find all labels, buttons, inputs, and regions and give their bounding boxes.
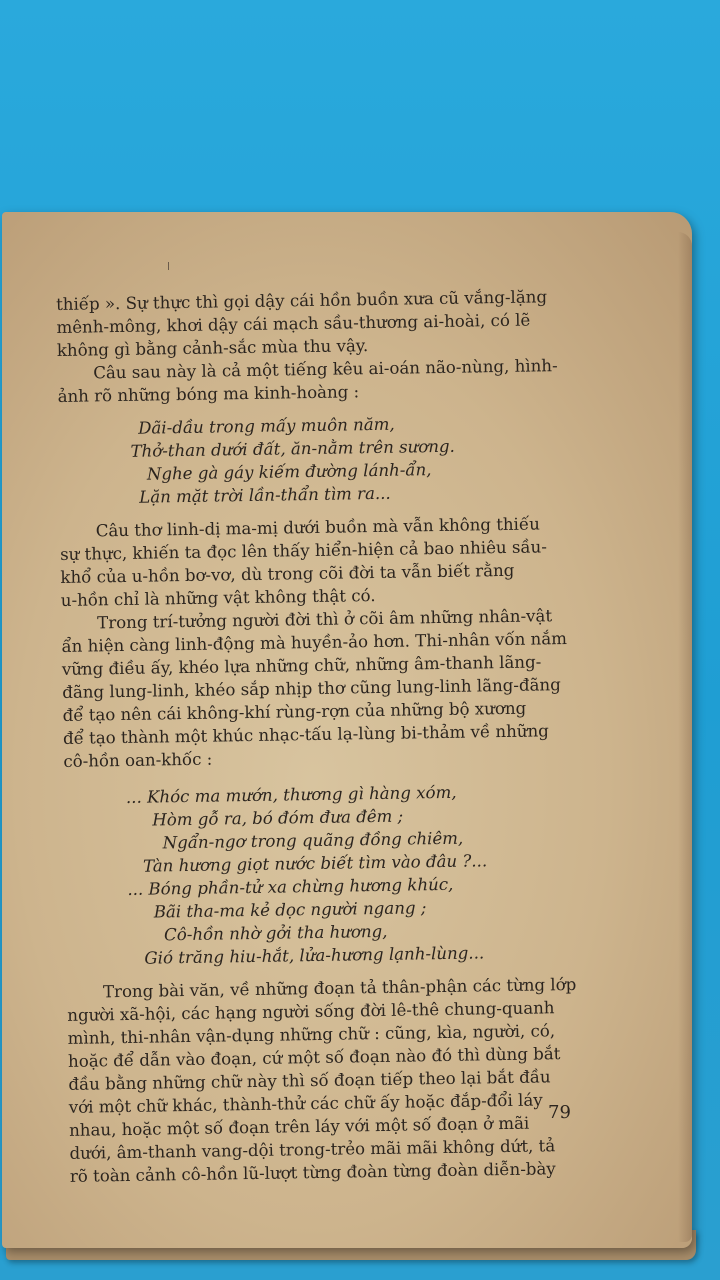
- paragraph-5: [67, 973, 590, 1188]
- verse-line: Nghe gà gáy kiếm đường lánh-ẩn,: [146, 460, 432, 484]
- text-line: để tạo thành một khúc nhạc-tấu lạ-lùng bi-thảm về những: [62, 721, 549, 748]
- text-line: để tạo nên cái không-khí rùng-rợn của những bộ xương: [62, 698, 527, 725]
- page-number: 79: [548, 1102, 571, 1123]
- verse-line: Hòm gỗ ra, bó đóm đưa đêm ;: [152, 806, 404, 830]
- text-line: người xã-hội, các hạng người sống đời lê-thê chung-quanh: [67, 998, 555, 1025]
- text-line: cô-hồn oan-khốc :: [63, 749, 213, 771]
- verse-2: [64, 779, 587, 971]
- verse-1: [58, 410, 579, 510]
- text-line: ẩn hiện càng linh-động mà huyền-ảo hơn. Thi-nhân vốn nắm: [61, 629, 568, 656]
- text-line: vững điều ấy, khéo lựa những chữ, những âm-thanh lãng-: [61, 652, 542, 679]
- text-line: với một chữ khác, thành-thử các chữ ấy hoặc đắp-đổi láy: [68, 1090, 543, 1117]
- paragraph-1: [56, 285, 577, 362]
- paragraph-3: [60, 512, 581, 612]
- paragraph-2: [57, 354, 578, 408]
- verse-line: Cô-hồn nhờ gởi tha hương,: [163, 921, 388, 945]
- verse-line: ... Bóng phần-tử xa chừng hương khúc,: [127, 874, 454, 899]
- text-line: khổ của u-hồn bơ-vơ, dù trong cõi đời ta vẫn biết rằng: [60, 560, 515, 587]
- text-line: đãng lung-linh, khéo sắp nhịp thơ cũng lung-linh lãng-đãng: [62, 675, 561, 702]
- text-line: đầu bằng những chữ này thì số đoạn tiếp theo lại bắt đầu: [68, 1067, 551, 1094]
- text-line: hoặc để dẫn vào đoạn, cứ một số đoạn nào đó thì dùng bắt: [67, 1044, 561, 1071]
- text-line: sự thực, khiến ta đọc lên thấy hiển-hiện cả bao nhiêu sầu-: [59, 537, 548, 564]
- text-line: Trong trí-tưởng người đời thì ở cõi âm những nhân-vật: [97, 606, 553, 633]
- text-line: mênh-mông, khơi dậy cái mạch sầu-thương ai-hoài, có lẽ: [56, 310, 531, 337]
- verse-line: ... Khóc ma mướn, thương gì hàng xóm,: [125, 782, 457, 807]
- paragraph-4: [61, 604, 583, 773]
- verse-line: Bãi tha-ma kẻ dọc người ngang ;: [153, 898, 427, 922]
- text-line: Câu sau này là cả một tiếng kêu ai-oán não-nùng, hình-: [93, 356, 558, 383]
- text-line: ảnh rõ những bóng ma kinh-hoàng :: [57, 382, 360, 406]
- paper-mark: [168, 262, 169, 270]
- text-line: u-hồn chỉ là những vật không thật có.: [60, 586, 376, 610]
- text-line: mình, thi-nhân vận-dụng những chữ : cũng, kìa, người, có,: [67, 1021, 556, 1048]
- verse-line: Thở-than dưới đất, ăn-nằm trên sương.: [130, 436, 455, 461]
- text-line: rõ toàn cảnh cô-hồn lũ-lượt từng đoàn từng đoàn diễn-bày: [69, 1159, 556, 1186]
- text-line: không gì bằng cảnh-sắc mùa thu vậy.: [56, 336, 369, 360]
- text-line: nhau, hoặc một số đoạn trên láy với một số đoạn ở mãi: [69, 1113, 530, 1140]
- verse-line: Tàn hương giọt nước biết tìm vào đâu ?...: [142, 851, 488, 876]
- verse-line: Lặn mặt trời lần-thẩn tìm ra...: [139, 483, 391, 507]
- verse-line: Ngẩn-ngơ trong quãng đồng chiêm,: [162, 828, 464, 853]
- text-line: dưới, âm-thanh vang-dội trong-trẻo mãi mãi không dứt, tả: [69, 1136, 556, 1163]
- text-line: thiếp ». Sự thực thì gọi dậy cái hồn buồn xưa cũ vắng-lặng: [56, 287, 548, 314]
- page-text: [56, 285, 590, 1188]
- text-line: Trong bài văn, về những đoạn tả thân-phận các từng lớp: [102, 974, 577, 1002]
- verse-line: Dãi-dầu trong mấy muôn năm,: [137, 414, 395, 438]
- verse-line: Gió trăng hiu-hắt, lửa-hương lạnh-lùng...: [144, 943, 485, 968]
- text-line: Câu thơ linh-dị ma-mị dưới buồn mà vẫn không thiếu: [95, 514, 540, 541]
